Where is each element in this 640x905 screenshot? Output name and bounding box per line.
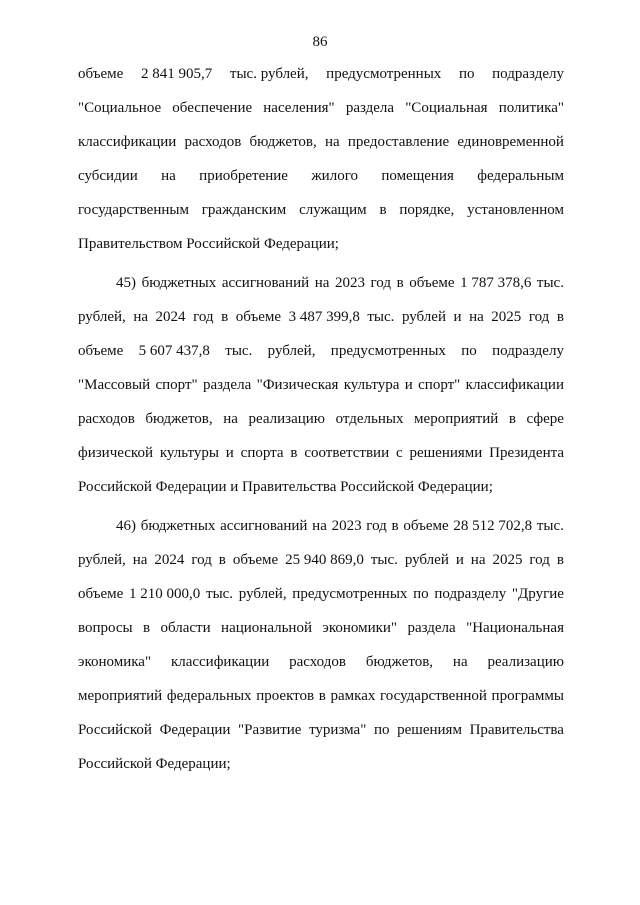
text-word: предусмотренных — [292, 586, 408, 602]
text-word: порядке, — [399, 202, 455, 218]
text-word: Президента — [489, 445, 564, 461]
text-word: тыс. — [536, 518, 564, 534]
text-word: 2 841 905,7 — [141, 66, 213, 82]
text-word: в — [556, 309, 564, 325]
text-word: на — [314, 275, 330, 291]
text-word: служащим — [299, 202, 367, 218]
text-word: объеме — [409, 275, 455, 291]
text-word: на — [312, 518, 327, 534]
text-line — [78, 753, 564, 775]
text-word: 28 512 702,8 — [453, 518, 533, 534]
text-word: области — [160, 620, 211, 636]
text-word: федеральных — [166, 688, 252, 704]
text-word: 2025 — [491, 309, 522, 325]
text-word: "Физическая — [256, 377, 339, 393]
text-word: подразделу — [492, 343, 564, 359]
text-word: на — [223, 411, 238, 427]
text-line — [78, 97, 564, 119]
text-line — [78, 442, 564, 464]
text-word: решениями — [409, 445, 483, 461]
text-word: программы — [491, 688, 564, 704]
text-word: на — [324, 134, 340, 150]
text-word: спорт" — [418, 377, 461, 393]
text-word: национальной — [221, 620, 312, 636]
text-word: субсидии — [78, 168, 138, 184]
text-word: реализацию — [248, 411, 325, 427]
text-word: 2023 — [334, 275, 365, 291]
text-word: 2024 — [154, 552, 185, 568]
text-word: Российской — [78, 722, 152, 738]
text-word: в — [221, 309, 229, 325]
text-line — [78, 374, 564, 396]
text-line — [78, 685, 564, 707]
text-word: культура — [343, 377, 400, 393]
text-line — [78, 131, 564, 153]
text-word: экономика" — [78, 654, 152, 670]
text-word: и — [455, 552, 464, 568]
text-word: предусмотренных — [326, 66, 442, 82]
text-word: 3 487 399,8 — [288, 309, 360, 325]
text-word: вопросы — [78, 620, 133, 636]
text-word: установленном — [467, 202, 564, 218]
text-word: объеме — [403, 518, 449, 534]
text-word: подразделу — [492, 66, 564, 82]
text-word: бюджетов, — [145, 411, 213, 427]
text-word: в — [218, 552, 226, 568]
text-word: соответствии — [304, 445, 390, 461]
text-word: год — [528, 309, 550, 325]
text-word: год — [366, 518, 387, 534]
text-word: в — [290, 445, 298, 461]
text-word: "Другие — [511, 586, 564, 602]
text-word: на — [469, 309, 484, 325]
text-word: бюджетов, — [365, 654, 434, 670]
text-word: объеме — [78, 66, 124, 82]
text-word: рублей, — [78, 309, 126, 325]
text-word: 46) — [116, 518, 136, 534]
text-line — [78, 549, 564, 571]
text-word: "Национальная — [466, 620, 564, 636]
text-word: объеме — [232, 552, 279, 568]
text-word: Российской Федерации и Правительства Российской Федерации; — [78, 479, 493, 495]
text-word: объеме — [78, 586, 124, 602]
text-word: раздела — [345, 100, 395, 116]
text-word: решениям — [397, 722, 462, 738]
text-word: год — [370, 275, 391, 291]
text-word: подразделу — [434, 586, 507, 602]
text-word: реализацию — [487, 654, 564, 670]
text-word: классификации — [78, 134, 177, 150]
text-word: "Социальная — [405, 100, 488, 116]
text-word: тыс. — [367, 309, 395, 325]
text-word: в — [391, 518, 399, 534]
text-word: рамках — [330, 688, 376, 704]
page-number: 86 — [312, 34, 328, 50]
text-word: Правительства — [469, 722, 564, 738]
text-line — [116, 515, 564, 537]
text-word: расходов — [184, 134, 242, 150]
text-word: экономики" — [322, 620, 398, 636]
text-word: по — [413, 586, 429, 602]
text-word: в — [318, 688, 326, 704]
text-word: в — [143, 620, 151, 636]
text-word: жилого — [311, 168, 358, 184]
text-line — [78, 306, 564, 328]
text-word: и — [453, 309, 462, 325]
text-word: в — [556, 552, 564, 568]
text-word: Российской Федерации; — [78, 756, 231, 772]
text-line — [78, 719, 564, 741]
text-word: "Развитие — [238, 722, 302, 738]
text-line — [78, 651, 564, 673]
text-word: бюджетных — [141, 275, 217, 291]
text-word: 5 607 437,8 — [138, 343, 210, 359]
text-word: 1 210 000,0 — [129, 586, 201, 602]
text-word: год — [191, 552, 212, 568]
text-word: государственным — [78, 202, 189, 218]
text-word: проектов — [256, 688, 315, 704]
text-line — [78, 408, 564, 430]
text-word: рублей — [401, 309, 446, 325]
text-word: 2024 — [155, 309, 186, 325]
text-word: предусмотренных — [330, 343, 446, 359]
text-word: на — [161, 168, 176, 184]
text-word: по — [373, 722, 390, 738]
text-word: объеме — [78, 343, 124, 359]
text-line — [78, 63, 564, 85]
text-word: рублей, — [267, 343, 316, 359]
text-word: раздела — [407, 620, 456, 636]
text-word: на — [452, 654, 468, 670]
text-word: сфере — [526, 411, 564, 427]
text-word: мероприятий — [414, 411, 499, 427]
text-word: помещения — [381, 168, 454, 184]
text-word: на — [470, 552, 486, 568]
text-word: бюджетных — [140, 518, 216, 534]
text-word: бюджетов, — [249, 134, 317, 150]
text-word: в — [379, 202, 387, 218]
text-word: федеральным — [477, 168, 564, 184]
text-line — [78, 340, 564, 362]
text-word: объеме — [235, 309, 282, 325]
text-word: туризма" — [309, 722, 367, 738]
text-word: раздела — [202, 377, 252, 393]
text-word: год — [529, 552, 550, 568]
text-line — [78, 476, 564, 498]
text-word: в — [396, 275, 404, 291]
text-word: в — [508, 411, 516, 427]
text-word: тыс. — [225, 343, 253, 359]
text-word: отдельных — [335, 411, 404, 427]
text-word: и — [404, 377, 413, 393]
text-word: 2023 — [331, 518, 362, 534]
text-word: классификации — [170, 654, 270, 670]
text-word: и — [225, 445, 234, 461]
text-word: на — [132, 552, 148, 568]
text-word: расходов — [78, 411, 135, 427]
text-word: по — [458, 66, 475, 82]
text-word: ассигнований — [221, 275, 310, 291]
text-word: "Социальное — [78, 100, 162, 116]
text-word: физической — [78, 445, 153, 461]
text-word: Федерации — [159, 722, 231, 738]
text-word: рублей, — [78, 552, 126, 568]
text-word: на — [133, 309, 149, 325]
text-word: год — [193, 309, 214, 325]
text-word: предоставление — [347, 134, 450, 150]
text-word: приобретение — [199, 168, 288, 184]
text-word: тыс. — [370, 552, 398, 568]
text-line — [116, 272, 564, 294]
text-word: государственной — [380, 688, 487, 704]
text-word: тыс. — [536, 275, 564, 291]
text-word: гражданским — [201, 202, 287, 218]
text-word: мероприятий — [78, 688, 163, 704]
text-word: рублей, — [238, 586, 287, 602]
text-word: единовременной — [457, 134, 564, 150]
text-word: 1 787 378,6 — [460, 275, 532, 291]
text-word: по — [461, 343, 477, 359]
text-word: классификации — [465, 377, 564, 393]
text-line — [78, 233, 564, 255]
text-word: с — [395, 445, 403, 461]
text-word: 25 940 869,0 — [285, 552, 364, 568]
text-word: спорт" — [155, 377, 198, 393]
text-word: рублей — [404, 552, 449, 568]
text-line — [78, 199, 564, 221]
text-word: тыс. рублей, — [229, 66, 309, 82]
text-word: 2025 — [492, 552, 523, 568]
text-line — [78, 583, 564, 605]
text-word: политика" — [498, 100, 564, 116]
text-word: спорта — [240, 445, 284, 461]
text-line — [78, 165, 564, 187]
text-line — [78, 617, 564, 639]
text-word: Правительством Российской Федерации; — [78, 236, 339, 252]
text-word: культуры — [159, 445, 219, 461]
text-word: "Массовый — [78, 377, 151, 393]
text-word: тыс. — [206, 586, 234, 602]
text-word: ассигнований — [220, 518, 308, 534]
text-word: обеспечение — [172, 100, 253, 116]
text-word: населения" — [263, 100, 335, 116]
text-word: расходов — [289, 654, 346, 670]
text-word: 45) — [116, 275, 136, 291]
